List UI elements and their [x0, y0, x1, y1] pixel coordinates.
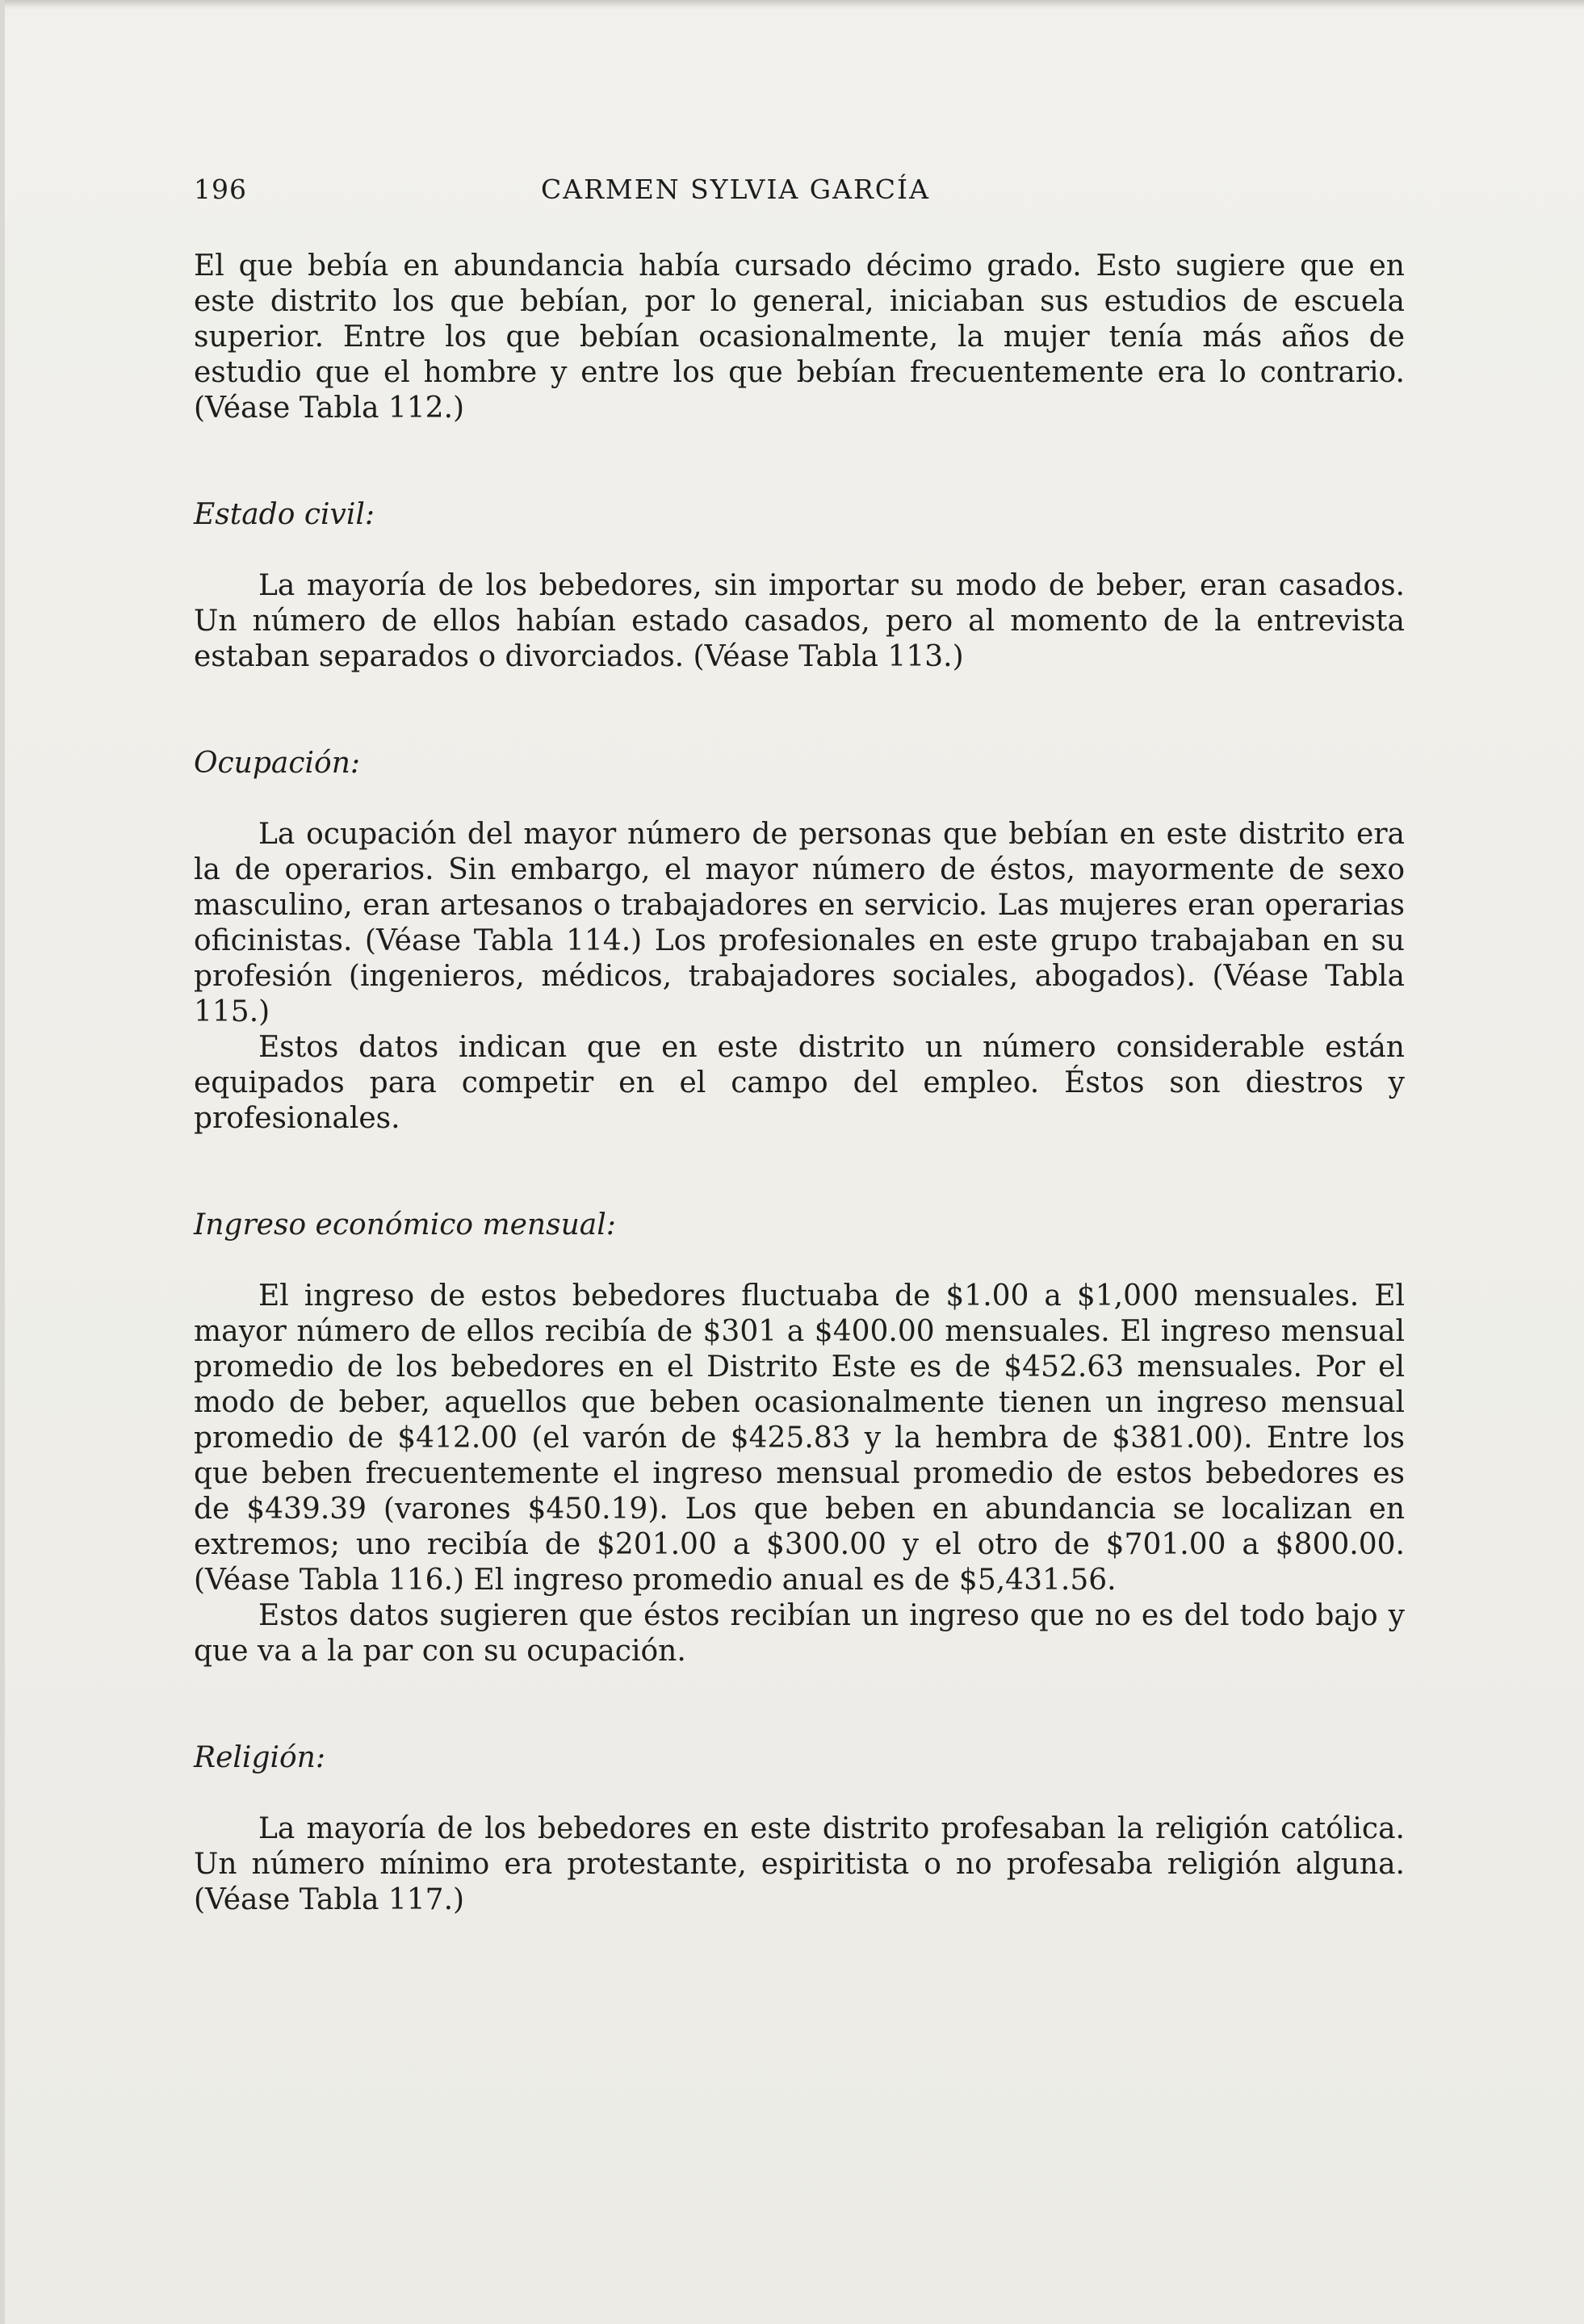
spacer	[194, 781, 1405, 817]
spacer	[194, 1243, 1405, 1279]
spacer	[194, 533, 1405, 568]
page-left-edge	[0, 0, 5, 2324]
running-head	[194, 174, 1405, 214]
ocupacion-paragraph-2: Estos datos indican que en este distrito un número considerable están equipados para competir en el campo del empleo. Éstos son diestros y profesionales.	[194, 1031, 1405, 1135]
intro-paragraph: El que bebía en abundancia había cursado décimo grado. Esto sugiere que en este distrito los que bebían, por lo general, iniciaban sus estudios de escuela superior. Entre los que bebían ocasionalmente, la mujer tenía más años de estudio que el hombre y entre los que bebían frecuentemente era lo contrario. (Véase Tabla 112.)	[194, 249, 1405, 425]
heading-religion: Religión:	[194, 1741, 325, 1774]
spacer	[194, 426, 1405, 497]
running-title: CARMEN SYLVIA GARCÍA	[541, 174, 930, 205]
heading-ingreso: Ingreso económico mensual:	[194, 1208, 616, 1242]
heading-ocupacion: Ocupación:	[194, 747, 361, 780]
page-number: 196	[194, 174, 247, 205]
estado-civil-paragraph: La mayoría de los bebedores, sin importar su modo de beber, eran casados. Un número de ellos habían estado casados, pero al momento de la entrevista estaban separados o divorciados. (Véase Tabla 113.)	[194, 569, 1405, 673]
spacer	[194, 1776, 1405, 1811]
spacer	[194, 1669, 1405, 1740]
religion-paragraph: La mayoría de los bebedores en este distrito profesaban la religión católica. Un número mínimo era protestante, espiritista o no profesaba religión alguna. (Véase Tabla 117.)	[194, 1812, 1405, 1916]
ingreso-paragraph-1: El ingreso de estos bebedores fluctuaba de $1.00 a $1,000 mensuales. El mayor número de ellos recibía de $301 a $400.00 mensuales. El ingreso mensual promedio de los bebedores en el Distrito Este es de $452.63 mensuales. Por el modo de beber, aquellos que beben ocasionalmente tienen un ingreso mensual promedio de $412.00 (el varón de $425.83 y la hembra de $381.00). Entre los que beben frecuentemente el ingreso mensual promedio de estos bebedores es de $439.39 (varones $450.19). Los que beben en abundancia se localizan en extremos; uno recibía de $201.00 a $300.00 y el otro de $701.00 a $800.00. (Véase Tabla 116.) El ingreso promedio anual es de $5,431.56.	[194, 1279, 1405, 1597]
page-top-edge	[0, 0, 1584, 10]
heading-estado-civil: Estado civil:	[194, 498, 375, 531]
spacer	[194, 675, 1405, 746]
body-text	[194, 249, 1405, 1918]
ocupacion-paragraph-1: La ocupación del mayor número de personas que bebían en este distrito era la de operarios. Sin embargo, el mayor número de éstos, mayormente de sexo masculino, eran artesanos o trabajadores en servicio. Las mujeres eran operarias oficinistas. (Véase Tabla 114.) Los profesionales en este grupo trabajaban en su profesión (ingenieros, médicos, trabajadores sociales, abogados). (Véase Tabla 115.)	[194, 818, 1405, 1028]
spacer	[194, 1137, 1405, 1208]
ingreso-paragraph-2: Estos datos sugieren que éstos recibían un ingreso que no es del todo bajo y que va a la par con su ocupación.	[194, 1599, 1405, 1668]
